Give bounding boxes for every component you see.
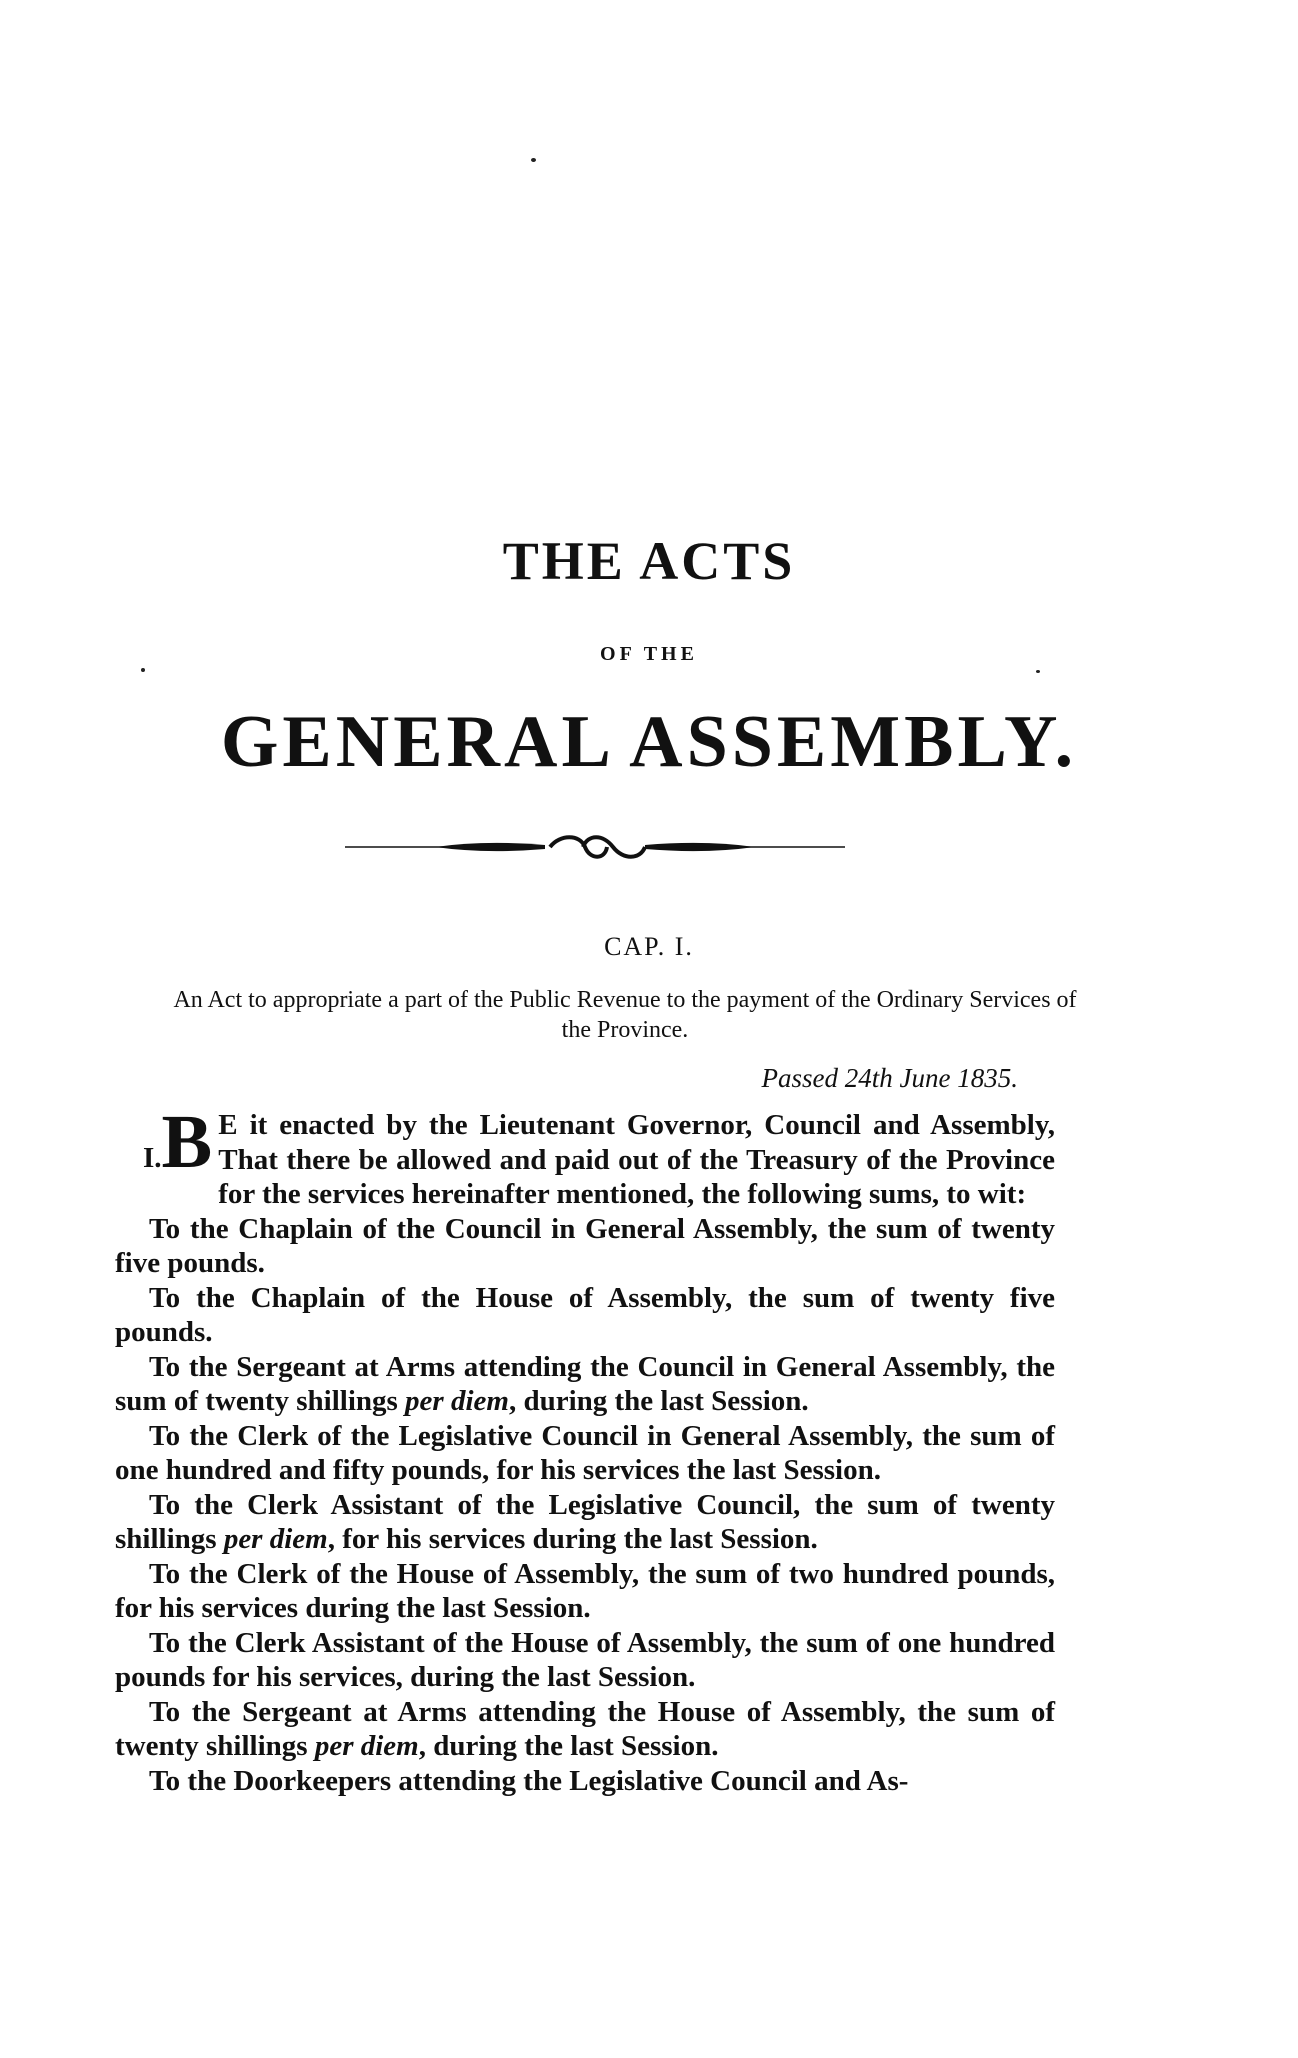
item-text: To the Sergeant at Arms attending the Council in General Assembly, the sum of twenty shillings [115, 1350, 1055, 1417]
heading-general-assembly: GENERAL ASSEMBLY. [220, 701, 1078, 783]
enacting-text: E it enacted by the Lieutenant Governor, Council and Assembly, That there be allowed and paid out of the Treasury of the Province for the services hereinafter mentioned, the following sums, to wit: [218, 1109, 1055, 1210]
appropriation-item [115, 1488, 1055, 1557]
item-italic: per diem [223, 1523, 328, 1555]
item-text: To the Sergeant at Arms attending the House of Assembly, the sum of twenty shillings [115, 1695, 1055, 1762]
enacting-clause [115, 1100, 1055, 1212]
appropriation-item: To the Chaplain of the House of Assembly, the sum of twenty five pounds. [115, 1281, 1055, 1348]
print-speck [1036, 670, 1040, 673]
item-text: , for his services during the last Session. [327, 1523, 818, 1555]
heading-the-acts: THE ACTS [502, 531, 796, 591]
item-text: To the Clerk Assistant of the Legislative Council, the sum of twenty shillings [115, 1488, 1055, 1555]
appropriation-item: To the Chaplain of the Council in General Assembly, the sum of twenty five pounds. [115, 1212, 1055, 1279]
chapter-number: CAP. I. [604, 932, 694, 961]
section-number: I. [143, 1142, 162, 1174]
print-speck [531, 158, 536, 162]
appropriation-item: To the Doorkeepers attending the Legislative Council and As- [149, 1764, 909, 1797]
passed-date: Passed 24th June 1835. [761, 1063, 1018, 1093]
item-italic: per diem [314, 1730, 419, 1762]
heading-of-the: OF THE [600, 643, 698, 665]
appropriation-item: To the Clerk of the House of Assembly, the sum of two hundred pounds, for his services during the last Session. [115, 1557, 1055, 1624]
act-title: An Act to appropriate a part of the Public Revenue to the payment of the Ordinary Services of the Province. [173, 987, 1077, 1043]
act-body [115, 1100, 1055, 1798]
drop-cap [143, 1100, 213, 1188]
item-italic: per diem [405, 1385, 509, 1417]
appropriation-item [115, 1350, 1055, 1419]
drop-cap-letter: B [161, 1100, 213, 1184]
ornamental-rule [345, 830, 845, 864]
print-speck [141, 668, 145, 672]
item-text: , during the last Session. [418, 1730, 719, 1762]
appropriation-item [115, 1695, 1055, 1764]
appropriation-item: To the Clerk Assistant of the House of Assembly, the sum of one hundred pounds for his services, during the last Session. [115, 1626, 1055, 1693]
appropriation-item: To the Clerk of the Legislative Council in General Assembly, the sum of one hundred and fifty pounds, for his services the last Session. [115, 1419, 1055, 1486]
item-text: , during the last Session. [508, 1385, 809, 1417]
